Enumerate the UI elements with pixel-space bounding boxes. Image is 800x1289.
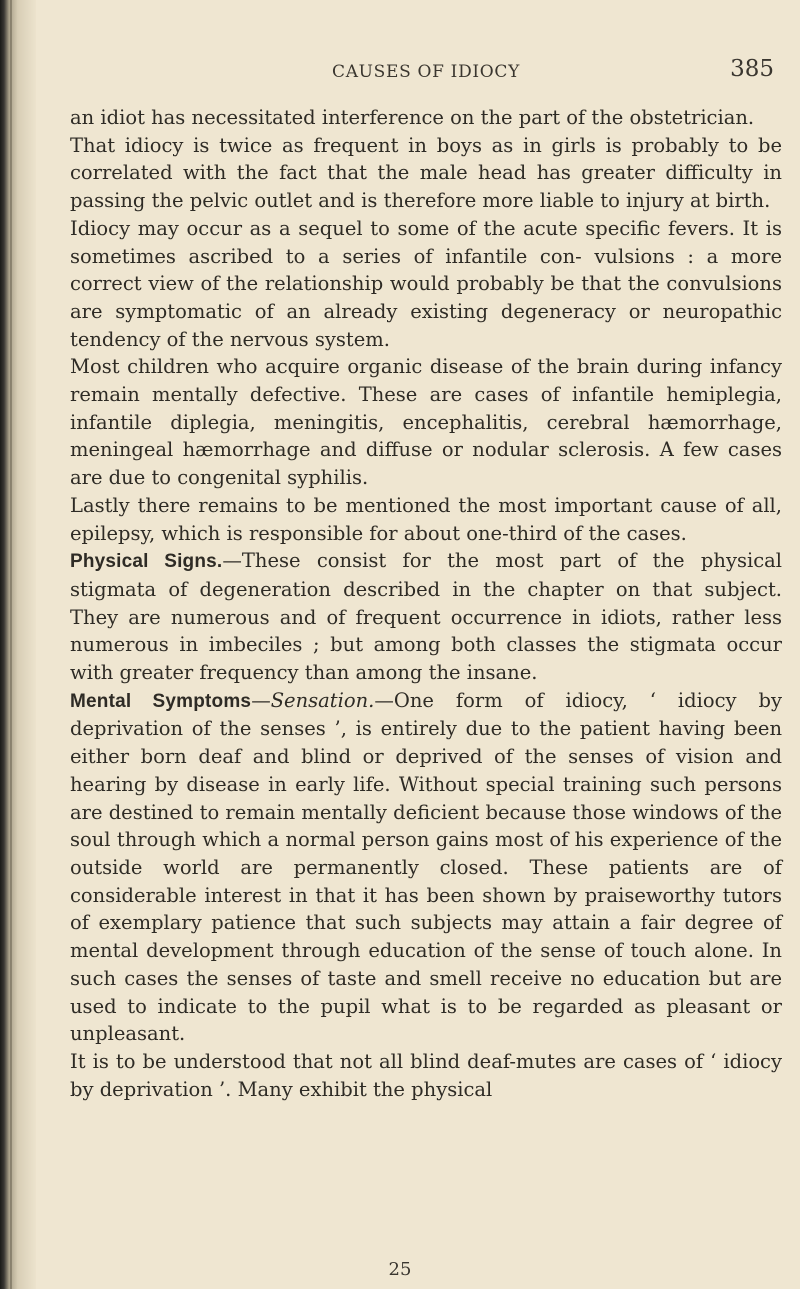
paragraph-8: It is to be understood that not all blind deaf-mutes are cases of ‘ idiocy by deprivation ’. Many exhibit the physical xyxy=(70,1049,782,1101)
mental-symptoms-dash: — xyxy=(251,688,271,712)
body-text xyxy=(70,104,782,1103)
paragraph-2: That idiocy is twice as frequent in boys as in girls is probably to be correlated with the fact that the male head has greater difficulty in passing the pelvic outlet and is therefore more liable to injury at birth. xyxy=(70,133,782,213)
page-header xyxy=(70,56,782,96)
signature-mark: 25 xyxy=(388,1259,412,1280)
paragraph-5: Lastly there remains to be mentioned the most important cause of all, epilepsy, which is responsible for about one-third of the cases. xyxy=(70,493,782,545)
sensation-subheading: Sensation. xyxy=(270,688,375,712)
mental-symptoms-body: —One form of idiocy, ‘ idiocy by deprivation of the senses ’, is entirely due to the patient having been either born deaf and blind or deprived of the senses of vision and hearing by disease in early life. Without special training such persons are destined to remain mentally deficient because those windows of the soul through which a normal person gains most of his experience of the outside world are permanently closed. These patients are of considerable interest in that it has been shown by praiseworthy tutors of exemplary patience that such subjects may attain a fair degree of mental development through education of the sense of touch alone. In such cases the senses of taste and smell receive no education but are used to indicate to the pupil what is to be regarded as pleasant or unpleasant. xyxy=(70,688,783,1046)
paragraph-1: an idiot has necessitated interference on the part of the obstetrician. xyxy=(70,106,755,129)
paragraph-4: Most children who acquire organic disease of the brain during infancy remain mentally defective. These are cases of infantile hemiplegia, infantile diplegia, meningitis, encephalitis, cerebral hæmorrhage, meningeal hæmorrhage and diffuse or nodular sclerosis. A few cases are due to congenital syphilis. xyxy=(70,355,782,490)
paragraph-3: Idiocy may occur as a sequel to some of the acute specific fevers. It is sometimes ascribed to a series of infantile con- vulsions : a more correct view of the relationship would probably be that the convulsions are symptomatic of an already existing degeneracy or neuropathic tendency of the nervous system. xyxy=(70,216,782,351)
paragraph-physical-signs xyxy=(70,547,782,687)
page-number: 385 xyxy=(730,56,774,82)
book-gutter-line xyxy=(10,0,12,1289)
physical-signs-heading: Physical Signs. xyxy=(70,551,223,573)
running-head: CAUSES OF IDIOCY xyxy=(332,62,520,82)
mental-symptoms-heading: Mental Symptoms xyxy=(70,690,252,712)
physical-signs-body: —These consist for the most part of the physical stigmata of degeneration described in the chapter on that subject. They are numerous and of frequent occurrence in idiots, rather less numerous in imbeciles ; but among both classes the stigmata occur with greater frequency than among the insane. xyxy=(70,549,782,685)
paragraph-mental-symptoms xyxy=(70,687,782,1048)
book-gutter-shadow xyxy=(0,0,36,1289)
